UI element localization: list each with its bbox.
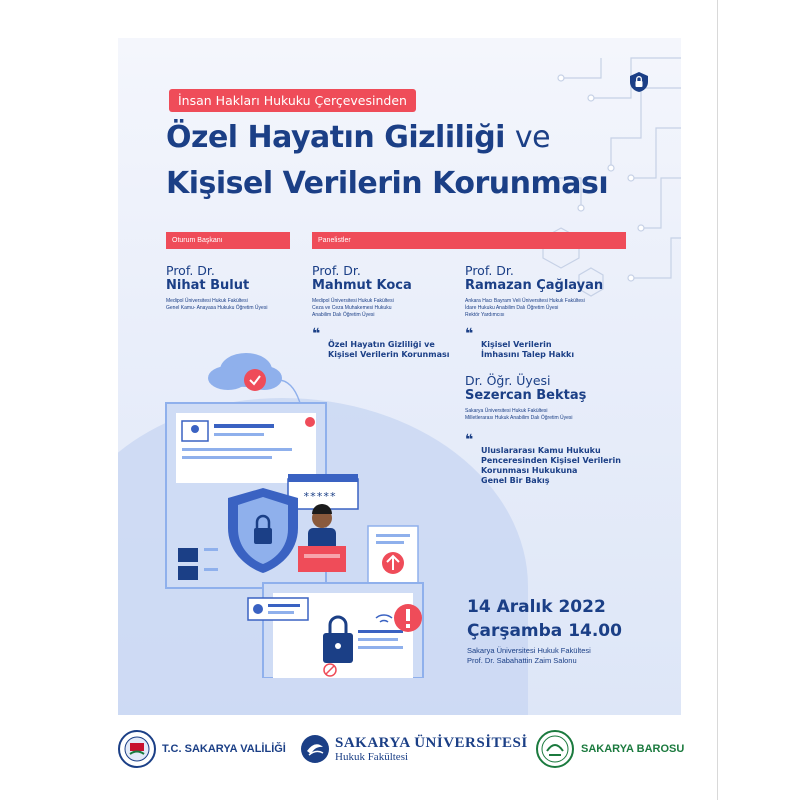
poster-title-line2: Kişisel Verilerin Korunması [166, 166, 609, 201]
password-mask: ***** [303, 490, 337, 503]
data-security-illustration [158, 348, 448, 678]
chair-title: Prof. Dr. [166, 263, 215, 278]
panelist-name: Mahmut Koca [312, 278, 412, 293]
chair-name: Nihat Bulut [166, 278, 250, 293]
poster-title-line1 [166, 120, 550, 155]
page-divider-line [717, 0, 718, 800]
panelist-block [465, 373, 586, 422]
panelist-description: Sakarya Üniversitesi Hukuk Fakültesi Milletlerarası Hukuk Anabilim Dalı Öğretim Üyesi [465, 408, 573, 421]
university-text [335, 735, 528, 763]
baro-logo-group [535, 728, 684, 770]
university-name: SAKARYA ÜNİVERSİTESİ [335, 735, 528, 751]
day-time-line: Çarşamba 14.00 [467, 621, 622, 641]
quote-icon: ❝ [465, 432, 474, 448]
topic-text: Kişisel Verilerin İmhasını Talep Hakkı [481, 340, 575, 359]
panelist-topic [465, 432, 621, 486]
university-logo-group [300, 728, 528, 770]
eyebrow-banner: İnsan Hakları Hukuku Çerçevesinden [169, 89, 416, 112]
panelist-topic [465, 326, 575, 360]
panelist-description: Medipol Üniversitesi Hukuk Fakültesi Ceza ve Ceza Muhakemesi Hukuku Anabilim Dalı Öğretim Üyesi [312, 298, 394, 318]
valilik-logo-group [118, 728, 286, 770]
panelist-description: Ankara Hacı Bayram Veli Üniversitesi Hukuk Fakültesi İdare Hukuku Anabilim Dalı Öğretim Üyesi Rektör Yardımcısı [465, 298, 585, 318]
shield-lock-icon [628, 71, 650, 93]
panelists-label-bar: Panelistler [312, 232, 626, 249]
date-line: 14 Aralık 2022 [467, 597, 606, 617]
topic-text: Uluslararası Kamu Hukuku Penceresinden Kişisel Verilerin Korunması Hukukuna Genel Bir Bakış [481, 446, 621, 485]
topic-text: Özel Hayatın Gizliliği ve Kişisel Verilerin Korunması [328, 340, 450, 359]
baro-seal-icon [535, 729, 575, 769]
chair-description: Medipol Üniversitesi Hukuk Fakültesi Genel Kamu- Anayasa Hukuku Öğretim Üyesi [166, 298, 268, 311]
panelist-block [312, 263, 412, 319]
chair-block [166, 263, 267, 312]
faculty-name: Hukuk Fakültesi [335, 751, 409, 763]
panelist-name: Ramazan Çağlayan [465, 278, 604, 293]
panelist-title: Prof. Dr. [465, 263, 514, 278]
panelist-title: Prof. Dr. [312, 263, 361, 278]
title-bold-part: Özel Hayatın Gizliliği [166, 120, 505, 155]
panelist-block [465, 263, 603, 319]
panelist-title: Dr. Öğr. Üyesi [465, 373, 551, 388]
baro-name: SAKARYA BAROSU [581, 743, 685, 755]
event-poster [118, 38, 681, 715]
quote-icon: ❝ [312, 326, 321, 342]
title-thin-part: ve [514, 120, 551, 155]
chair-label-bar: Oturum Başkanı [166, 232, 290, 249]
panelist-name: Sezercan Bektaş [465, 388, 587, 403]
valilik-seal-icon [118, 730, 156, 768]
university-emblem-icon [300, 734, 330, 764]
event-venue: Sakarya Üniversitesi Hukuk Fakültesi Prof. Dr. Sabahattin Zaim Salonu [467, 646, 591, 665]
valilik-name: T.C. SAKARYA VALİLİĞİ [162, 743, 286, 755]
quote-icon: ❝ [465, 326, 474, 342]
event-date [467, 595, 622, 643]
